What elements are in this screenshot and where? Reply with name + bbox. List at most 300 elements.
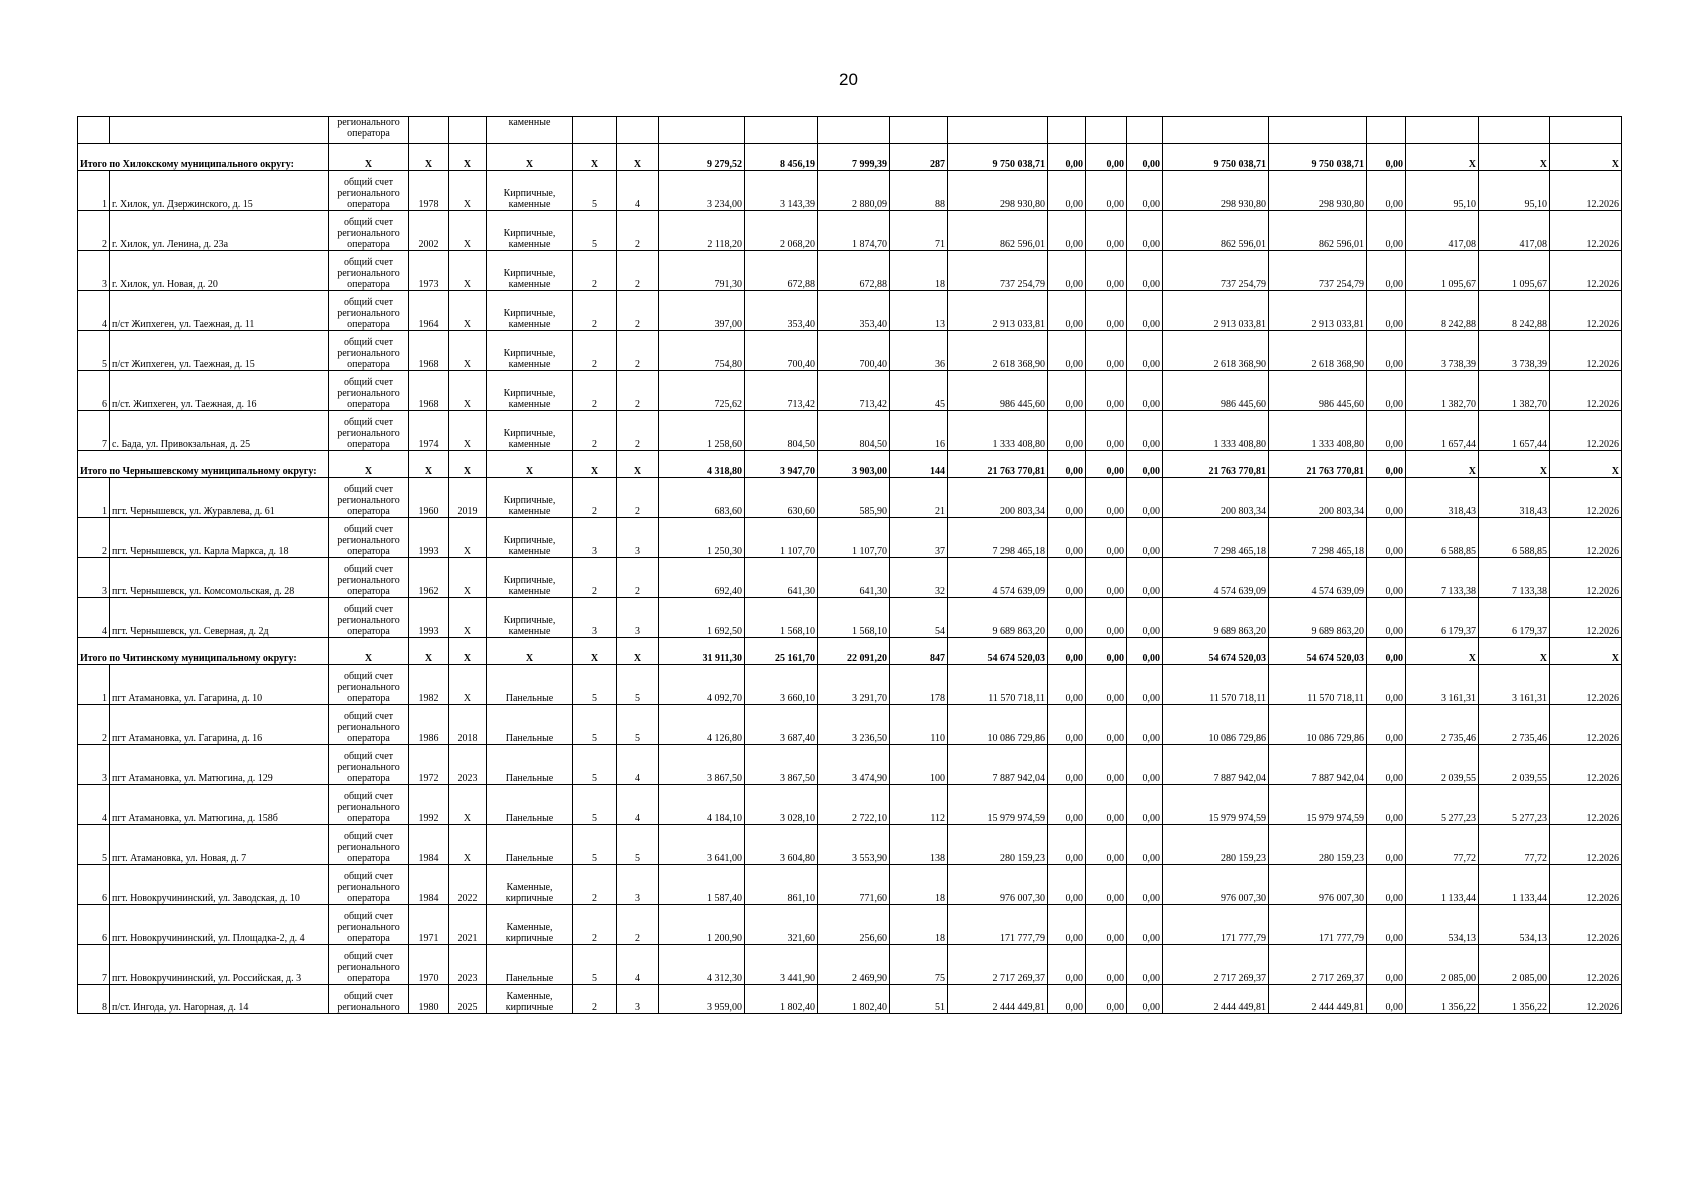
cell-year-repair — [449, 117, 487, 144]
cell-fund-regional — [1086, 117, 1127, 144]
cell-unit-cost: 1 657,44 — [1406, 411, 1479, 451]
cell-fund-local: 0,00 — [1127, 558, 1163, 598]
cell-fund-regional: 0,00 — [1086, 985, 1127, 1014]
cell-residential-area: 3 604,80 — [745, 825, 818, 865]
cell-entrances: X — [617, 451, 659, 478]
cell-entrances: X — [617, 144, 659, 171]
cell-address: пгт Атамановка, ул. Гагарина, д. 10 — [110, 665, 329, 705]
cell-floors: 3 — [573, 518, 617, 558]
cell-residents: 51 — [890, 985, 948, 1014]
cell-private-area: 3 236,50 — [818, 705, 890, 745]
cell-unit-cost: 2 085,00 — [1406, 945, 1479, 985]
cell-floors: 2 — [573, 985, 617, 1014]
cell-unit-cost-max: 3 738,39 — [1479, 331, 1550, 371]
cell-year-repair: X — [449, 251, 487, 291]
cell-row-number: 6 — [78, 371, 110, 411]
cell-year-repair: X — [449, 518, 487, 558]
cell-completion-date: 12.2026 — [1550, 705, 1622, 745]
cell-unit-cost-max: 417,08 — [1479, 211, 1550, 251]
cell-year-repair: X — [449, 144, 487, 171]
cell-entrances: 3 — [617, 518, 659, 558]
cell-total-area: 725,62 — [659, 371, 745, 411]
cell-row-number: 8 — [78, 985, 110, 1014]
cell-year-repair: X — [449, 451, 487, 478]
cell-unit-cost-max: 95,10 — [1479, 171, 1550, 211]
cell-unit-cost: 7 133,38 — [1406, 558, 1479, 598]
cell-unit-cost: 2 735,46 — [1406, 705, 1479, 745]
table-row — [78, 785, 1622, 825]
cell-fund-owners: 737 254,79 — [1163, 251, 1269, 291]
cell-cost-total: 4 574 639,09 — [948, 558, 1048, 598]
cell-entrances: 4 — [617, 785, 659, 825]
cell-fund-owners: 11 570 718,11 — [1163, 665, 1269, 705]
table-row — [78, 171, 1622, 211]
cell-fund-local: 0,00 — [1127, 251, 1163, 291]
cell-residential-area: 3 867,50 — [745, 745, 818, 785]
cell-private-area: 256,60 — [818, 905, 890, 945]
cell-residential-area: 3 947,70 — [745, 451, 818, 478]
cell-fund-owners: 21 763 770,81 — [1163, 451, 1269, 478]
cell-residents: 138 — [890, 825, 948, 865]
cell-fund-federal — [1048, 117, 1086, 144]
cell-completion-date: 12.2026 — [1550, 331, 1622, 371]
table-row — [78, 331, 1622, 371]
cell-year-repair: 2018 — [449, 705, 487, 745]
cell-completion-date: 12.2026 — [1550, 598, 1622, 638]
cell-cost-total: 280 159,23 — [948, 825, 1048, 865]
cell-unit-cost: 534,13 — [1406, 905, 1479, 945]
cell-cost-sum: 737 254,79 — [1269, 251, 1367, 291]
cell-private-area: 2 469,90 — [818, 945, 890, 985]
cell-fund-method: общий счет регионального оператора — [329, 518, 409, 558]
cell-wall-material: Панельные — [487, 705, 573, 745]
cell-residential-area: 321,60 — [745, 905, 818, 945]
cell-fund-method: общий счет регионального оператора — [329, 211, 409, 251]
cell-residential-area: 1 802,40 — [745, 985, 818, 1014]
cell-residential-area — [745, 117, 818, 144]
cell-entrances: 5 — [617, 825, 659, 865]
cell-fund-owners: 10 086 729,86 — [1163, 705, 1269, 745]
cell-other-funds: 0,00 — [1367, 478, 1406, 518]
table-row — [78, 825, 1622, 865]
cell-cost-sum: 2 913 033,81 — [1269, 291, 1367, 331]
cell-unit-cost: 318,43 — [1406, 478, 1479, 518]
cell-private-area: 585,90 — [818, 478, 890, 518]
cell-residents: 36 — [890, 331, 948, 371]
cell-year-repair: 2021 — [449, 905, 487, 945]
cell-residents: 71 — [890, 211, 948, 251]
cell-fund-method: X — [329, 144, 409, 171]
cell-residents: 16 — [890, 411, 948, 451]
cell-fund-regional: 0,00 — [1086, 518, 1127, 558]
cell-total-area: 1 200,90 — [659, 905, 745, 945]
cell-floors: 2 — [573, 291, 617, 331]
page-number: 20 — [839, 70, 858, 89]
cell-cost-sum: 10 086 729,86 — [1269, 705, 1367, 745]
cell-year-built: 1984 — [409, 825, 449, 865]
cell-residential-area: 672,88 — [745, 251, 818, 291]
cell-unit-cost-max: X — [1479, 638, 1550, 665]
cell-unit-cost: X — [1406, 638, 1479, 665]
cell-entrances: 4 — [617, 171, 659, 211]
cell-private-area: 2 880,09 — [818, 171, 890, 211]
cell-fund-owners: 298 930,80 — [1163, 171, 1269, 211]
cell-fund-owners: 2 717 269,37 — [1163, 945, 1269, 985]
cell-private-area: 3 474,90 — [818, 745, 890, 785]
cell-unit-cost-max: 2 039,55 — [1479, 745, 1550, 785]
cell-cost-sum: 1 333 408,80 — [1269, 411, 1367, 451]
cell-cost-sum: 2 444 449,81 — [1269, 985, 1367, 1014]
cell-fund-federal: 0,00 — [1048, 144, 1086, 171]
cell-floors: 2 — [573, 371, 617, 411]
cell-unit-cost: 3 738,39 — [1406, 331, 1479, 371]
cell-other-funds: 0,00 — [1367, 905, 1406, 945]
cell-unit-cost-max: 5 277,23 — [1479, 785, 1550, 825]
cell-fund-federal: 0,00 — [1048, 171, 1086, 211]
cell-year-built: 1968 — [409, 371, 449, 411]
cell-private-area: 1 107,70 — [818, 518, 890, 558]
cell-row-number: 3 — [78, 558, 110, 598]
cell-unit-cost-max: X — [1479, 144, 1550, 171]
cell-row-number: 6 — [78, 865, 110, 905]
cell-unit-cost: 77,72 — [1406, 825, 1479, 865]
cell-wall-material: X — [487, 144, 573, 171]
cell-total-area — [659, 117, 745, 144]
cell-fund-local: 0,00 — [1127, 451, 1163, 478]
cell-cost-sum: 9 689 863,20 — [1269, 598, 1367, 638]
cell-wall-material: Кирпичные, каменные — [487, 478, 573, 518]
cell-wall-material: Кирпичные, каменные — [487, 291, 573, 331]
cell-other-funds: 0,00 — [1367, 171, 1406, 211]
cell-row-number: 5 — [78, 825, 110, 865]
cell-residential-area: 3 441,90 — [745, 945, 818, 985]
cell-fund-federal: 0,00 — [1048, 211, 1086, 251]
cell-fund-owners: 7 298 465,18 — [1163, 518, 1269, 558]
cell-fund-regional: 0,00 — [1086, 865, 1127, 905]
cell-wall-material: Каменные, кирпичные — [487, 865, 573, 905]
cell-year-built: 1993 — [409, 598, 449, 638]
cell-fund-regional: 0,00 — [1086, 558, 1127, 598]
cell-unit-cost: 1 356,22 — [1406, 985, 1479, 1014]
cell-cost-sum: 2 618 368,90 — [1269, 331, 1367, 371]
cell-other-funds: 0,00 — [1367, 451, 1406, 478]
cell-row-number: 6 — [78, 905, 110, 945]
cell-year-built: 1978 — [409, 171, 449, 211]
cell-completion-date: X — [1550, 451, 1622, 478]
cell-unit-cost-max: X — [1479, 451, 1550, 478]
cell-cost-total: 2 618 368,90 — [948, 331, 1048, 371]
cell-fund-local: 0,00 — [1127, 745, 1163, 785]
cell-other-funds: 0,00 — [1367, 825, 1406, 865]
cell-year-repair: X — [449, 598, 487, 638]
cell-fund-local: 0,00 — [1127, 905, 1163, 945]
cell-cost-total: 986 445,60 — [948, 371, 1048, 411]
cell-residents — [890, 117, 948, 144]
cell-fund-local: 0,00 — [1127, 785, 1163, 825]
cell-row-number: 7 — [78, 411, 110, 451]
cell-entrances: 2 — [617, 211, 659, 251]
cell-other-funds: 0,00 — [1367, 705, 1406, 745]
cell-floors: 5 — [573, 211, 617, 251]
cell-completion-date: 12.2026 — [1550, 558, 1622, 598]
cell-address: пгт. Чернышевск, ул. Карла Маркса, д. 18 — [110, 518, 329, 558]
cell-floors: 5 — [573, 171, 617, 211]
cell-total-area: 3 959,00 — [659, 985, 745, 1014]
cell-wall-material: Панельные — [487, 825, 573, 865]
cell-residents: 88 — [890, 171, 948, 211]
cell-private-area — [818, 117, 890, 144]
cell-fund-method: общий счет регионального оператора — [329, 745, 409, 785]
cell-total-area: 4 312,30 — [659, 945, 745, 985]
cell-completion-date: 12.2026 — [1550, 665, 1622, 705]
cell-cost-total: 171 777,79 — [948, 905, 1048, 945]
cell-other-funds: 0,00 — [1367, 251, 1406, 291]
cell-floors: 3 — [573, 598, 617, 638]
subtotal-label: Итого по Чернышевскому муниципальному округу: — [78, 451, 329, 478]
table-row — [78, 905, 1622, 945]
cell-residents: 18 — [890, 251, 948, 291]
cell-private-area: 1 802,40 — [818, 985, 890, 1014]
cell-other-funds: 0,00 — [1367, 598, 1406, 638]
cell-cost-total: 1 333 408,80 — [948, 411, 1048, 451]
cell-other-funds: 0,00 — [1367, 638, 1406, 665]
cell-fund-owners: 54 674 520,03 — [1163, 638, 1269, 665]
cell-row-number: 7 — [78, 945, 110, 985]
cell-unit-cost: 1 133,44 — [1406, 865, 1479, 905]
cell-row-number: 1 — [78, 665, 110, 705]
cell-cost-total: 298 930,80 — [948, 171, 1048, 211]
cell-wall-material: Панельные — [487, 665, 573, 705]
cell-completion-date: 12.2026 — [1550, 411, 1622, 451]
cell-floors: X — [573, 451, 617, 478]
cell-row-number: 4 — [78, 291, 110, 331]
cell-other-funds: 0,00 — [1367, 945, 1406, 985]
table-row — [78, 705, 1622, 745]
cell-fund-method: X — [329, 638, 409, 665]
cell-fund-regional: 0,00 — [1086, 451, 1127, 478]
cell-year-built: X — [409, 144, 449, 171]
cell-unit-cost — [1406, 117, 1479, 144]
cell-residential-area: 3 687,40 — [745, 705, 818, 745]
housing-repair-table — [77, 116, 1622, 1014]
cell-fund-regional: 0,00 — [1086, 785, 1127, 825]
cell-address — [110, 117, 329, 144]
cell-wall-material: Кирпичные, каменные — [487, 518, 573, 558]
cell-wall-material: каменные — [487, 117, 573, 144]
cell-cost-total: 7 887 942,04 — [948, 745, 1048, 785]
cell-private-area: 3 291,70 — [818, 665, 890, 705]
cell-wall-material: Панельные — [487, 785, 573, 825]
cell-unit-cost-max: 1 657,44 — [1479, 411, 1550, 451]
cell-total-area: 1 587,40 — [659, 865, 745, 905]
cell-year-built: 1962 — [409, 558, 449, 598]
cell-fund-local: 0,00 — [1127, 598, 1163, 638]
cell-other-funds: 0,00 — [1367, 211, 1406, 251]
cell-private-area: 353,40 — [818, 291, 890, 331]
cell-other-funds: 0,00 — [1367, 745, 1406, 785]
subtotal-row — [78, 144, 1622, 171]
cell-fund-federal: 0,00 — [1048, 985, 1086, 1014]
cell-other-funds: 0,00 — [1367, 411, 1406, 451]
cell-completion-date: 12.2026 — [1550, 985, 1622, 1014]
cell-wall-material: Кирпичные, каменные — [487, 598, 573, 638]
cell-wall-material: Кирпичные, каменные — [487, 211, 573, 251]
cell-unit-cost-max: 77,72 — [1479, 825, 1550, 865]
cell-fund-federal: 0,00 — [1048, 478, 1086, 518]
cell-cost-total: 9 750 038,71 — [948, 144, 1048, 171]
table-row — [78, 945, 1622, 985]
cell-floors: 2 — [573, 478, 617, 518]
cell-wall-material: Кирпичные, каменные — [487, 411, 573, 451]
cell-fund-local: 0,00 — [1127, 411, 1163, 451]
cell-cost-sum: 11 570 718,11 — [1269, 665, 1367, 705]
cell-year-built: 1968 — [409, 331, 449, 371]
cell-entrances: 2 — [617, 411, 659, 451]
cell-cost-total: 2 717 269,37 — [948, 945, 1048, 985]
cell-residents: 100 — [890, 745, 948, 785]
cell-row-number: 3 — [78, 251, 110, 291]
cell-residential-area: 8 456,19 — [745, 144, 818, 171]
cell-year-built: 1970 — [409, 945, 449, 985]
cell-entrances: 2 — [617, 371, 659, 411]
cell-completion-date: 12.2026 — [1550, 211, 1622, 251]
cell-fund-federal: 0,00 — [1048, 451, 1086, 478]
cell-fund-federal: 0,00 — [1048, 705, 1086, 745]
cell-floors: 5 — [573, 665, 617, 705]
cell-fund-regional: 0,00 — [1086, 478, 1127, 518]
cell-cost-sum: 15 979 974,59 — [1269, 785, 1367, 825]
cell-wall-material: X — [487, 451, 573, 478]
cell-year-repair: X — [449, 171, 487, 211]
cell-row-number: 4 — [78, 598, 110, 638]
cell-fund-owners: 15 979 974,59 — [1163, 785, 1269, 825]
cell-address: с. Бада, ул. Привокзальная, д. 25 — [110, 411, 329, 451]
cell-fund-regional: 0,00 — [1086, 638, 1127, 665]
cell-completion-date: 12.2026 — [1550, 825, 1622, 865]
cell-residential-area: 700,40 — [745, 331, 818, 371]
cell-completion-date: 12.2026 — [1550, 785, 1622, 825]
cell-address: пгт. Чернышевск, ул. Северная, д. 2д — [110, 598, 329, 638]
cell-fund-federal: 0,00 — [1048, 865, 1086, 905]
cell-year-repair: 2023 — [449, 945, 487, 985]
cell-floors: 2 — [573, 865, 617, 905]
cell-residents: 75 — [890, 945, 948, 985]
cell-wall-material: Каменные, кирпичные — [487, 905, 573, 945]
cell-year-built: 1971 — [409, 905, 449, 945]
cell-fund-owners: 280 159,23 — [1163, 825, 1269, 865]
cell-other-funds: 0,00 — [1367, 518, 1406, 558]
cell-fund-method: общий счет регионального оператора — [329, 905, 409, 945]
cell-private-area: 1 874,70 — [818, 211, 890, 251]
cell-fund-federal: 0,00 — [1048, 331, 1086, 371]
cell-unit-cost-max: 1 382,70 — [1479, 371, 1550, 411]
cell-fund-regional: 0,00 — [1086, 144, 1127, 171]
cell-residents: 18 — [890, 865, 948, 905]
cell-residential-area: 25 161,70 — [745, 638, 818, 665]
cell-residents: 13 — [890, 291, 948, 331]
cell-wall-material: Каменные, кирпичные — [487, 985, 573, 1014]
cell-address: пгт. Чернышевск, ул. Журавлева, д. 61 — [110, 478, 329, 518]
cell-residents: 21 — [890, 478, 948, 518]
cell-unit-cost-max: 3 161,31 — [1479, 665, 1550, 705]
cell-floors: 5 — [573, 705, 617, 745]
cell-year-built: 1973 — [409, 251, 449, 291]
cell-private-area: 641,30 — [818, 558, 890, 598]
cell-entrances: 4 — [617, 745, 659, 785]
cell-year-built: 1964 — [409, 291, 449, 331]
cell-address: пгт Атамановка, ул. Матюгина, д. 158б — [110, 785, 329, 825]
cell-year-repair: X — [449, 558, 487, 598]
cell-residents: 32 — [890, 558, 948, 598]
cell-fund-local — [1127, 117, 1163, 144]
cell-year-built: 2002 — [409, 211, 449, 251]
table-row — [78, 558, 1622, 598]
cell-year-built: 1993 — [409, 518, 449, 558]
cell-year-built: 1992 — [409, 785, 449, 825]
cell-year-built: X — [409, 451, 449, 478]
subtotal-row — [78, 451, 1622, 478]
cell-residential-area: 353,40 — [745, 291, 818, 331]
cell-row-number: 2 — [78, 705, 110, 745]
cell-fund-regional: 0,00 — [1086, 411, 1127, 451]
cell-completion-date: 12.2026 — [1550, 251, 1622, 291]
cell-residential-area: 1 568,10 — [745, 598, 818, 638]
cell-fund-method: общий счет регионального оператора — [329, 291, 409, 331]
cell-cost-sum — [1269, 117, 1367, 144]
cell-cost-total: 54 674 520,03 — [948, 638, 1048, 665]
cell-year-repair: X — [449, 411, 487, 451]
cell-fund-local: 0,00 — [1127, 638, 1163, 665]
cell-cost-total: 200 803,34 — [948, 478, 1048, 518]
cell-fund-regional: 0,00 — [1086, 371, 1127, 411]
cell-completion-date — [1550, 117, 1622, 144]
cell-completion-date: 12.2026 — [1550, 171, 1622, 211]
cell-unit-cost: 3 161,31 — [1406, 665, 1479, 705]
cell-total-area: 397,00 — [659, 291, 745, 331]
cell-fund-method: X — [329, 451, 409, 478]
cell-fund-regional: 0,00 — [1086, 905, 1127, 945]
cell-fund-regional: 0,00 — [1086, 251, 1127, 291]
cell-fund-federal: 0,00 — [1048, 558, 1086, 598]
cell-fund-owners: 4 574 639,09 — [1163, 558, 1269, 598]
cell-residents: 112 — [890, 785, 948, 825]
cell-residential-area: 641,30 — [745, 558, 818, 598]
cell-entrances: 3 — [617, 865, 659, 905]
cell-completion-date: 12.2026 — [1550, 945, 1622, 985]
cell-unit-cost: 2 039,55 — [1406, 745, 1479, 785]
cell-floors: 5 — [573, 945, 617, 985]
cell-private-area: 672,88 — [818, 251, 890, 291]
cell-entrances: 2 — [617, 905, 659, 945]
cell-residents: 847 — [890, 638, 948, 665]
cell-fund-local: 0,00 — [1127, 865, 1163, 905]
cell-private-area: 700,40 — [818, 331, 890, 371]
cell-cost-total: 862 596,01 — [948, 211, 1048, 251]
table-row — [78, 291, 1622, 331]
cell-total-area: 1 258,60 — [659, 411, 745, 451]
cell-year-repair: X — [449, 785, 487, 825]
cell-other-funds: 0,00 — [1367, 291, 1406, 331]
cell-cost-total: 2 913 033,81 — [948, 291, 1048, 331]
cell-fund-federal: 0,00 — [1048, 291, 1086, 331]
table-row — [78, 865, 1622, 905]
cell-year-repair: 2022 — [449, 865, 487, 905]
cell-fund-method: общий счет регионального оператора — [329, 705, 409, 745]
cell-private-area: 1 568,10 — [818, 598, 890, 638]
cell-fund-local: 0,00 — [1127, 478, 1163, 518]
cell-other-funds: 0,00 — [1367, 558, 1406, 598]
cell-total-area: 683,60 — [659, 478, 745, 518]
